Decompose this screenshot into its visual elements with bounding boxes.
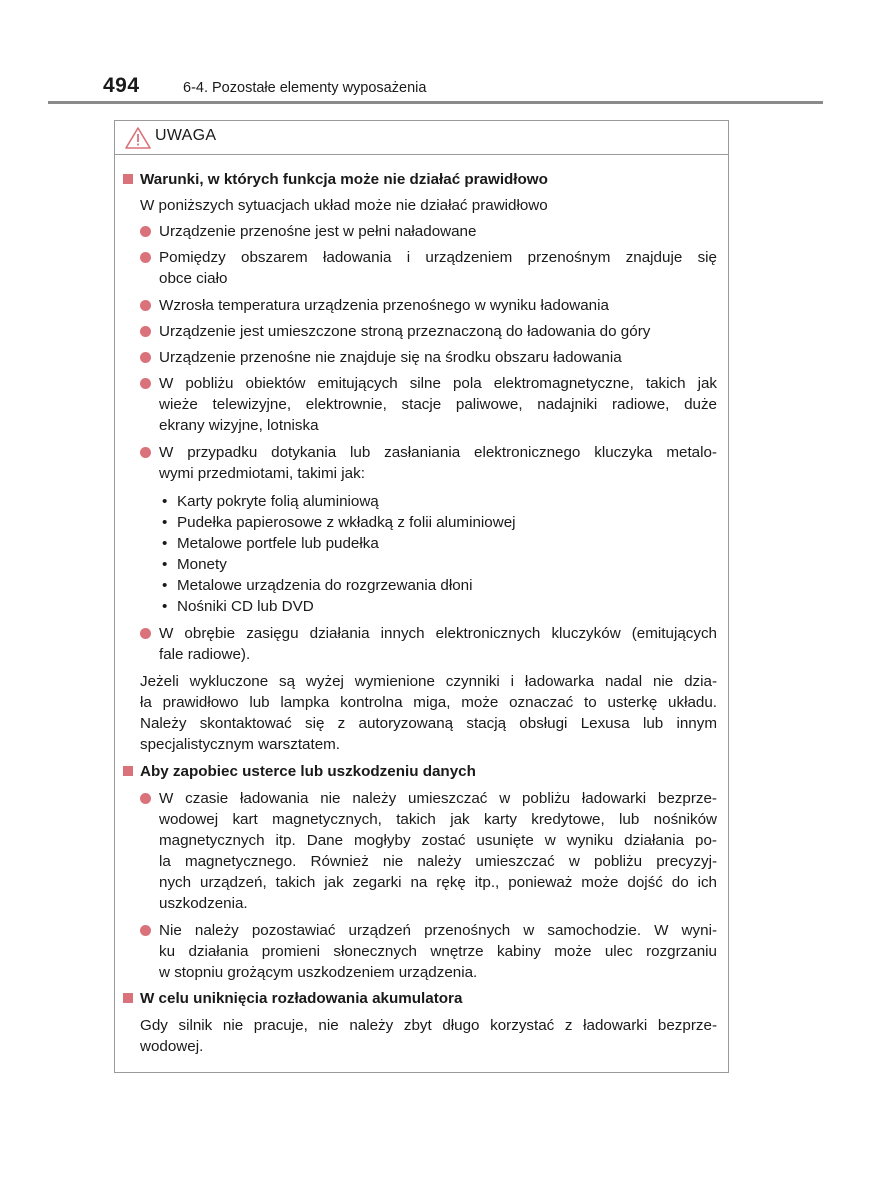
round-bullet-icon bbox=[140, 226, 151, 237]
square-bullet-icon bbox=[123, 174, 133, 184]
closing-paragraph: Jeżeli wykluczone są wyżej wymienione czynniki i ładowarka nadal nie dzia- ła prawidłowo lub lampka kontrolna miga, może oznaczać to usterkę układu. Należy skontaktować się z autoryzowaną stacją obsługi Lexusa lub innym specjalistycznym warsztatem. bbox=[140, 673, 717, 753]
caution-box: UWAGA Warunki, w których funkcja może nie działać prawidłowo W poniższych sytuacjach układ może nie działać prawidłowo Urządzenie przenośne jest w pełni naładowane Pomiędzy obszarem ładowania i urządzeniem przenośnym znajduje się obce ciało Wzrosła temperatura urządzenia przenośnego w wyniku ładowania Urządzenie jest umieszczone stroną przeznaczoną do ładowania do góry Urządzenie przenośne nie znajduje się na środku obszaru ładowania W pobliżu obiektów emitujących silne pola elektromagnetyczne, takich jak wieże telewizyjne, elektrownie, stacje paliwowe, nadajniki radiowe, duże ekrany wizyjne, lotniska W przypadku dotykania lub zasłaniania elektronicznego kluczyka metalo- wymi przedmiotami, takimi jak: • Karty pokryte folią aluminiową • Pudełka papierosowe z wkładką z folii aluminiowej • Metalowe portfele lub pudełka • Monety • Metalowe urządzenia do rozgrzewania dłoni • Nośniki CD lub DVD W obrębie zasięgu działania innych elektronicznych kluczyków (emitujących fale radiowe). Jeżeli wykluczone są wyżej wymienione czynniki i ładowarka nadal nie dzia- ła prawidłowo lub lampka kontrolna miga, może oznaczać to usterkę układu. Należy skontaktować się z autoryzowaną stacją obsługi Lexusa lub innym specjalistycznym warsztatem. Aby zapobiec usterce lub uszkodzeniu danych W czasie ładowania nie należy umieszczać w pobliżu ładowarki bezprze- wodowej kart magnetycznych, takich jak karty kredytowe, lub nośników magnetycznych itp. Dane mogłyby zostać usunięte w wyniku działania po- la magnetycznego. Również nie należy umieszczać w pobliżu precyzyj- nych urządzeń, takich jak zegarki na rękę itp., ponieważ może dojść do ich uszkodzenia. Nie należy pozostawiać urządzeń przenośnych w samochodzie. W wyni- ku działania promieni słonecznych wnętrze kabiny może ulec rozgrzaniu w stopniu grożącym uszkodzeniem urządzenia. W celu uniknięcia rozładowania akumulatora Gdy silnik nie pracuje, nie należy zbyt długo korzystać z ładowarki bezprze- wodowej. bbox=[114, 120, 729, 1073]
round-bullet-icon bbox=[140, 326, 151, 337]
dot-icon: • bbox=[162, 556, 168, 573]
round-bullet-icon bbox=[140, 925, 151, 936]
header-divider bbox=[48, 101, 823, 104]
warning-triangle-icon bbox=[125, 126, 151, 150]
caution-header bbox=[115, 121, 728, 155]
round-bullet-icon bbox=[140, 352, 151, 363]
round-bullet-icon bbox=[140, 300, 151, 311]
dot-icon: • bbox=[162, 577, 168, 594]
intro-text: W poniższych sytuacjach układ może nie działać prawidłowo bbox=[140, 197, 548, 214]
round-bullet-icon bbox=[140, 378, 151, 389]
square-bullet-icon bbox=[123, 993, 133, 1003]
dot-icon: • bbox=[162, 493, 168, 510]
page-header bbox=[103, 74, 823, 104]
dot-icon: • bbox=[162, 598, 168, 615]
round-bullet-icon bbox=[140, 447, 151, 458]
page-number: 494 bbox=[103, 74, 140, 97]
section-title: 6-4. Pozostałe elementy wyposażenia bbox=[183, 80, 427, 96]
battery-paragraph: Gdy silnik nie pracuje, nie należy zbyt długo korzystać z ładowarki bezprze- wodowej. bbox=[140, 1017, 717, 1055]
caution-title: UWAGA bbox=[155, 127, 217, 144]
round-bullet-icon bbox=[140, 793, 151, 804]
round-bullet-icon bbox=[140, 252, 151, 263]
square-bullet-icon bbox=[123, 766, 133, 776]
round-bullet-icon bbox=[140, 628, 151, 639]
dot-icon: • bbox=[162, 514, 168, 531]
dot-icon: • bbox=[162, 535, 168, 552]
